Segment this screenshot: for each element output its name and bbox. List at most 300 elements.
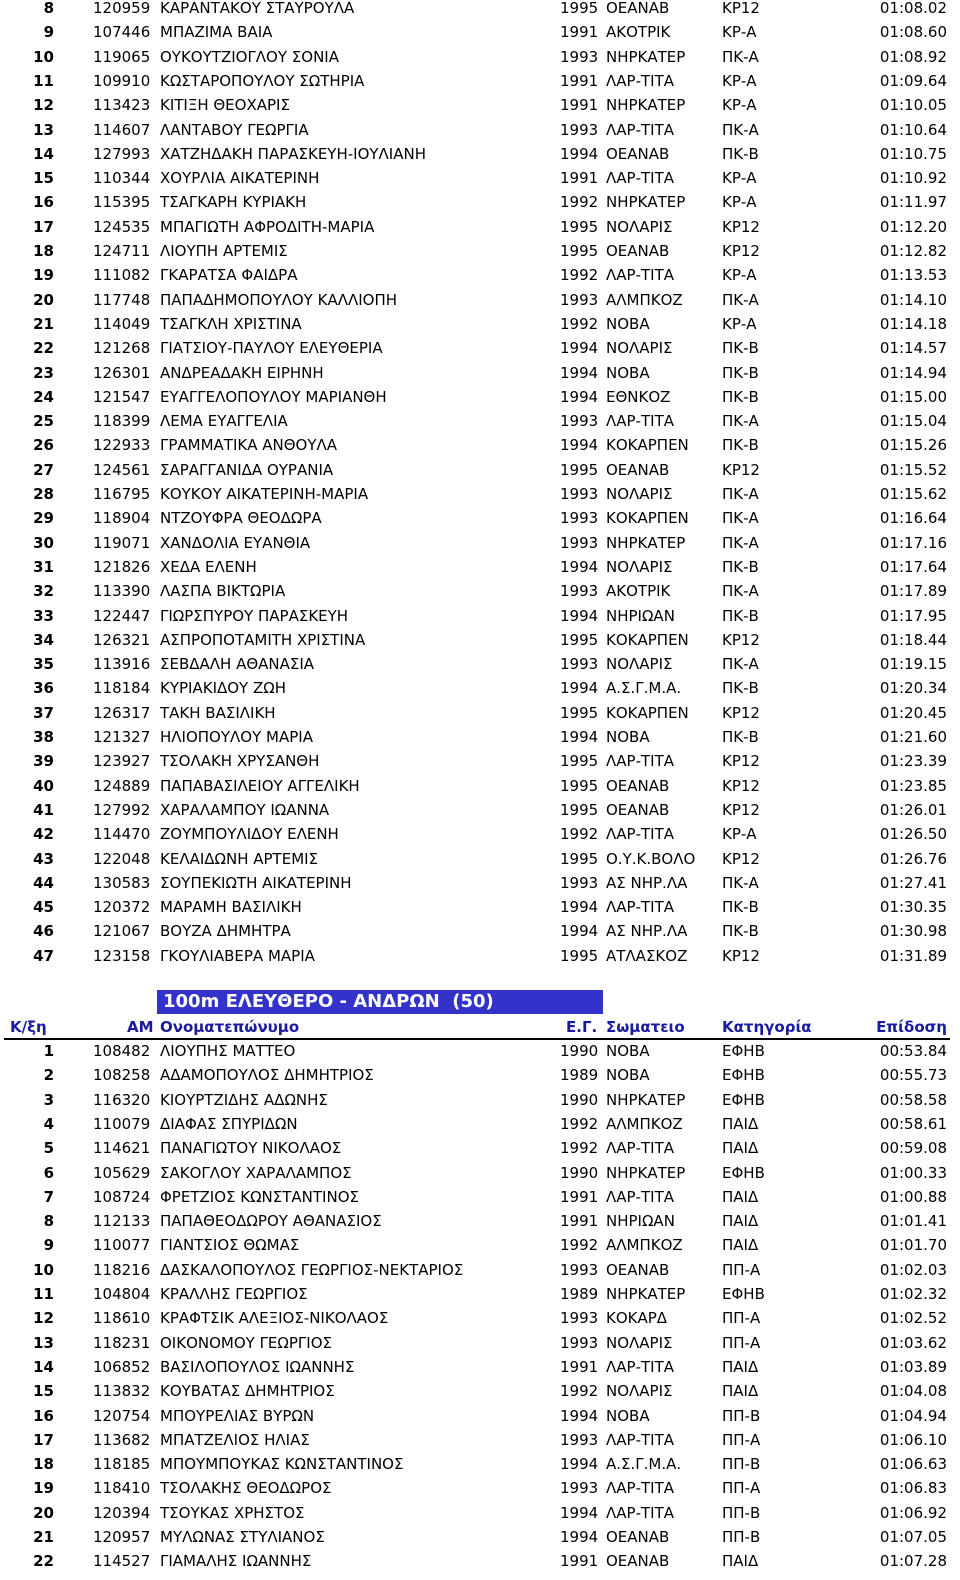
result-position: 32 — [33, 582, 54, 601]
swim-time: 01:13.53 — [879, 266, 947, 285]
athlete-name: ΜΠΑΖΙΜΑ ΒΑΙΑ — [160, 23, 273, 42]
club-name: ΝΟΛΑΡΙΣ — [606, 217, 673, 236]
swim-time: 01:31.89 — [879, 946, 947, 965]
athlete-id: 122447 — [93, 606, 151, 625]
club-name: ΝΗΡΚΑΤΕΡ — [606, 1090, 686, 1109]
athlete-name: ΛΑΝΤΑΒΟΥ ΓΕΩΡΓΙΑ — [160, 120, 309, 139]
table-row — [0, 919, 960, 943]
birth-year: 1992 — [560, 825, 599, 844]
table-row — [0, 555, 960, 579]
result-position: 14 — [33, 1357, 54, 1376]
swim-time: 01:23.85 — [879, 776, 947, 795]
result-position: 21 — [33, 1528, 54, 1546]
birth-year: 1993 — [560, 412, 599, 431]
club-name: ΛΑΡ-ΤΙΤΑ — [606, 71, 674, 90]
birth-year: 1994 — [560, 1406, 599, 1425]
table-row — [0, 0, 960, 20]
birth-year: 1995 — [560, 217, 599, 236]
category: ΠΚ-Β — [722, 387, 759, 406]
athlete-name: ΑΝΔΡΕΑΔΑΚΗ ΕΙΡΗΝΗ — [160, 363, 324, 382]
athlete-name: ΔΑΣΚΑΛΟΠΟΥΛΟΣ ΓΕΩΡΓΙΟΣ-ΝΕΚΤΑΡΙΟΣ — [160, 1260, 464, 1279]
birth-year: 1992 — [560, 266, 599, 285]
birth-year: 1993 — [560, 582, 599, 601]
birth-year: 1995 — [560, 849, 599, 868]
table-row — [0, 458, 960, 482]
club-name: ΝΗΡΚΑΤΕΡ — [606, 533, 686, 552]
table-row — [0, 749, 960, 773]
result-position: 36 — [33, 679, 54, 698]
birth-year: 1994 — [560, 339, 599, 358]
athlete-id: 108482 — [93, 1042, 151, 1060]
birth-year: 1991 — [560, 1212, 599, 1231]
club-name: ΟΕΑΝΑΒ — [606, 776, 670, 795]
athlete-name: ΠΑΠΑΘΕΟΔΩΡΟΥ ΑΘΑΝΑΣΙΟΣ — [160, 1212, 382, 1231]
athlete-id: 113390 — [93, 582, 151, 601]
birth-year: 1995 — [560, 0, 599, 17]
athlete-id: 113423 — [93, 96, 151, 115]
athlete-id: 124711 — [93, 242, 151, 260]
birth-year: 1991 — [560, 1187, 599, 1206]
swim-time: 01:15.00 — [879, 387, 947, 406]
club-name: ΕΘΝΚΟΖ — [606, 387, 671, 406]
birth-year: 1994 — [560, 1503, 599, 1522]
swim-time: 01:02.32 — [879, 1285, 947, 1303]
club-name: ΛΑΡ-ΤΙΤΑ — [606, 1357, 674, 1376]
club-name: ΟΕΑΝΑΒ — [606, 1528, 670, 1546]
club-name: ΑΚΟΤΡΙΚ — [606, 23, 671, 42]
result-position: 7 — [43, 1187, 54, 1206]
section-title-100m-freestyle-men: 100m ΕΛΕΥΘΕΡΟ - ΑΝΔΡΩΝ (50) — [157, 990, 603, 1014]
athlete-id: 114470 — [93, 825, 151, 844]
birth-year: 1990 — [560, 1090, 599, 1109]
result-position: 23 — [33, 363, 54, 382]
category: ΚΡ-Α — [722, 266, 757, 285]
table-row — [0, 1404, 960, 1428]
category: ΚΡ12 — [722, 460, 760, 479]
table-row — [0, 93, 960, 117]
athlete-id: 126321 — [93, 630, 151, 649]
result-position: 38 — [33, 728, 54, 746]
athlete-id: 116320 — [93, 1090, 151, 1109]
club-name: ΑΛΜΠΚΟΖ — [606, 1114, 683, 1133]
club-name: ΝΗΡΚΑΤΕΡ — [606, 1285, 686, 1303]
athlete-name: ΤΑΚΗ ΒΑΣΙΛΙΚΗ — [160, 703, 276, 722]
table-row — [0, 822, 960, 846]
birth-year: 1991 — [560, 23, 599, 42]
birth-year: 1993 — [560, 1430, 599, 1449]
athlete-id: 104804 — [93, 1285, 151, 1303]
club-name: ΛΑΡ-ΤΙΤΑ — [606, 120, 674, 139]
table-row — [0, 263, 960, 287]
club-name: ΝΟΒΑ — [606, 1406, 650, 1425]
result-position: 42 — [33, 825, 54, 844]
category: ΠΠ-Β — [722, 1455, 761, 1474]
club-name: ΛΑΡ-ΤΙΤΑ — [606, 898, 674, 917]
swim-time: 01:30.98 — [879, 922, 947, 941]
table-row — [0, 1428, 960, 1452]
birth-year: 1995 — [560, 242, 599, 260]
table-row — [0, 701, 960, 725]
athlete-name: ΔΙΑΦΑΣ ΣΠΥΡΙΔΩΝ — [160, 1114, 298, 1133]
table-row — [0, 1088, 960, 1112]
athlete-id: 122048 — [93, 849, 151, 868]
category: ΠΑΙΔ — [722, 1236, 759, 1255]
athlete-id: 124535 — [93, 217, 151, 236]
table-row — [0, 190, 960, 214]
swim-time: 01:14.18 — [879, 314, 947, 333]
birth-year: 1994 — [560, 1455, 599, 1474]
athlete-id: 114621 — [93, 1139, 151, 1158]
athlete-id: 126301 — [93, 363, 151, 382]
category: ΚΡ12 — [722, 242, 760, 260]
swim-time: 01:09.64 — [879, 71, 947, 90]
category: ΚΡ12 — [722, 776, 760, 795]
category: ΚΡ-Α — [722, 314, 757, 333]
athlete-id: 127993 — [93, 144, 151, 163]
swim-time: 01:12.82 — [879, 242, 947, 260]
category: ΠΑΙΔ — [722, 1357, 759, 1376]
birth-year: 1994 — [560, 728, 599, 746]
table-row — [0, 239, 960, 263]
swim-time: 01:10.92 — [879, 169, 947, 188]
athlete-name: ΛΙΟΥΠΗΣ ΜΑΤΤΕΟ — [160, 1042, 296, 1060]
swim-time: 01:07.28 — [879, 1552, 947, 1571]
swim-time: 01:07.05 — [879, 1528, 947, 1546]
table-row — [0, 69, 960, 93]
athlete-name: ΤΣΟΥΚΑΣ ΧΡΗΣΤΟΣ — [160, 1503, 305, 1522]
club-name: ΑΣ ΝΗΡ.ΛΑ — [606, 873, 688, 892]
category: ΠΠ-Α — [722, 1479, 761, 1498]
athlete-id: 105629 — [93, 1163, 151, 1182]
athlete-name: ΚΟΥΚΟΥ ΑΙΚΑΤΕΡΙΝΗ-ΜΑΡΙΑ — [160, 485, 369, 503]
athlete-name: ΜΠΟΥΜΠΟΥΚΑΣ ΚΩΝΣΤΑΝΤΙΝΟΣ — [160, 1455, 404, 1474]
result-position: 3 — [43, 1090, 54, 1109]
birth-year: 1991 — [560, 96, 599, 115]
athlete-id: 106852 — [93, 1357, 151, 1376]
birth-year: 1994 — [560, 387, 599, 406]
athlete-name: ΓΙΑΜΑΛΗΣ ΙΩΑΝΝΗΣ — [160, 1552, 312, 1571]
birth-year: 1992 — [560, 314, 599, 333]
result-position: 1 — [43, 1042, 54, 1060]
category: ΠΑΙΔ — [722, 1382, 759, 1401]
athlete-id: 116795 — [93, 485, 151, 503]
result-position: 22 — [33, 339, 54, 358]
swim-time: 01:11.97 — [879, 193, 947, 212]
athlete-name: ΓΡΑΜΜΑΤΙΚΑ ΑΝΘΟΥΛΑ — [160, 436, 338, 455]
club-name: ΛΑΡ-ΤΙΤΑ — [606, 412, 674, 431]
category: ΠΚ-Α — [722, 412, 759, 431]
result-position: 11 — [33, 1285, 54, 1303]
club-name: ΟΕΑΝΑΒ — [606, 460, 670, 479]
table-row — [0, 628, 960, 652]
birth-year: 1990 — [560, 1163, 599, 1182]
category: ΠΚ-Β — [722, 339, 759, 358]
category: ΚΡ12 — [722, 630, 760, 649]
result-position: 8 — [43, 1212, 54, 1231]
athlete-name: ΦΡΕΤΖΙΟΣ ΚΩΝΣΤΑΝΤΙΝΟΣ — [160, 1187, 359, 1206]
athlete-id: 118904 — [93, 509, 151, 528]
club-name: ΝΟΛΑΡΙΣ — [606, 655, 673, 674]
result-position: 29 — [33, 509, 54, 528]
result-position: 11 — [33, 71, 54, 90]
athlete-name: ΠΑΠΑΒΑΣΙΛΕΙΟΥ ΑΓΓΕΛΙΚΗ — [160, 776, 360, 795]
table-row — [0, 1525, 960, 1549]
club-name: ΟΕΑΝΑΒ — [606, 242, 670, 260]
athlete-id: 118399 — [93, 412, 151, 431]
result-position: 10 — [33, 1260, 54, 1279]
swim-time: 01:08.60 — [879, 23, 947, 42]
club-name: ΝΗΡΙΩΑΝ — [606, 606, 675, 625]
athlete-name: ΓΚΑΡΑΤΣΑ ΦΑΙΔΡΑ — [160, 266, 298, 285]
birth-year: 1994 — [560, 436, 599, 455]
athlete-name: ΛΙΟΥΠΗ ΑΡΤΕΜΙΣ — [160, 242, 288, 260]
category: ΕΦΗΒ — [722, 1042, 765, 1060]
athlete-id: 107446 — [93, 23, 151, 42]
swim-time: 01:23.39 — [879, 752, 947, 771]
table-row — [0, 20, 960, 44]
result-position: 28 — [33, 485, 54, 503]
swim-time: 01:20.34 — [879, 679, 947, 698]
birth-year: 1992 — [560, 1139, 599, 1158]
swim-time: 01:18.44 — [879, 630, 947, 649]
birth-year: 1995 — [560, 460, 599, 479]
athlete-name: ΟΙΚΟΝΟΜΟΥ ΓΕΩΡΓΙΟΣ — [160, 1333, 332, 1352]
swim-time: 01:17.16 — [879, 533, 947, 552]
category: ΕΦΗΒ — [722, 1066, 765, 1085]
table-row — [0, 1306, 960, 1330]
athlete-name: ΛΕΜΑ ΕΥΑΓΓΕΛΙΑ — [160, 412, 288, 431]
table-row — [0, 361, 960, 385]
result-position: 18 — [33, 1455, 54, 1474]
swim-time: 01:01.70 — [879, 1236, 947, 1255]
category: ΚΡ-Α — [722, 23, 757, 42]
club-name: ΝΟΛΑΡΙΣ — [606, 1333, 673, 1352]
birth-year: 1995 — [560, 776, 599, 795]
athlete-name: ΒΑΣΙΛΟΠΟΥΛΟΣ ΙΩΑΝΝΗΣ — [160, 1357, 355, 1376]
athlete-id: 120959 — [93, 0, 151, 17]
category: ΠΠ-Α — [722, 1430, 761, 1449]
table-row — [0, 1549, 960, 1573]
swim-time: 01:00.88 — [879, 1187, 947, 1206]
birth-year: 1989 — [560, 1066, 599, 1085]
swim-time: 01:01.41 — [879, 1212, 947, 1231]
result-position: 27 — [33, 460, 54, 479]
athlete-name: ΓΙΩΡΣΠΥΡΟΥ ΠΑΡΑΣΚΕΥΗ — [160, 606, 349, 625]
athlete-name: ΚΙΟΥΡΤΖΙΔΗΣ ΑΔΩΝΗΣ — [160, 1090, 328, 1109]
table-row — [0, 1476, 960, 1500]
result-position: 40 — [33, 776, 54, 795]
athlete-id: 124561 — [93, 460, 151, 479]
swim-time: 01:04.08 — [879, 1382, 947, 1401]
athlete-id: 108258 — [93, 1066, 151, 1085]
header-club: Σωματειο — [606, 1018, 685, 1036]
birth-year: 1993 — [560, 873, 599, 892]
result-position: 19 — [33, 1479, 54, 1498]
birth-year: 1993 — [560, 509, 599, 528]
athlete-name: ΚΑΡΑΝΤΑΚΟΥ ΣΤΑΥΡΟΥΛΑ — [160, 0, 355, 17]
birth-year: 1993 — [560, 485, 599, 503]
result-position: 13 — [33, 120, 54, 139]
athlete-name: ΧΑΝΔΟΛΙΑ ΕΥΑΝΘΙΑ — [160, 533, 311, 552]
table-row — [0, 142, 960, 166]
athlete-id: 113832 — [93, 1382, 151, 1401]
birth-year: 1994 — [560, 363, 599, 382]
club-name: Α.Σ.Γ.Μ.Α. — [606, 1455, 682, 1474]
club-name: ΝΗΡΚΑΤΕΡ — [606, 193, 686, 212]
birth-year: 1991 — [560, 1552, 599, 1571]
birth-year: 1993 — [560, 1333, 599, 1352]
athlete-id: 121067 — [93, 922, 151, 941]
category: ΠΠ-Β — [722, 1406, 761, 1425]
club-name: ΛΑΡ-ΤΙΤΑ — [606, 825, 674, 844]
birth-year: 1994 — [560, 606, 599, 625]
birth-year: 1991 — [560, 1357, 599, 1376]
athlete-id: 111082 — [93, 266, 151, 285]
result-position: 6 — [43, 1163, 54, 1182]
result-position: 12 — [33, 1309, 54, 1328]
header-category: Κατηγορία — [722, 1018, 812, 1036]
table-row — [0, 1355, 960, 1379]
athlete-id: 120754 — [93, 1406, 151, 1425]
athlete-id: 123158 — [93, 946, 151, 965]
swim-time: 01:03.89 — [879, 1357, 947, 1376]
category: ΚΡ12 — [722, 0, 760, 17]
athlete-id: 114527 — [93, 1552, 151, 1571]
athlete-name: ΧΑΤΖΗΔΑΚΗ ΠΑΡΑΣΚΕΥΗ-ΙΟΥΛΙΑΝΗ — [160, 144, 426, 163]
athlete-id: 123927 — [93, 752, 151, 771]
club-name: ΝΟΒΑ — [606, 728, 650, 746]
result-position: 15 — [33, 1382, 54, 1401]
swim-time: 01:21.60 — [879, 728, 947, 746]
result-position: 43 — [33, 849, 54, 868]
club-name: ΚΟΚΑΡΔ — [606, 1309, 668, 1328]
table-row — [0, 166, 960, 190]
athlete-name: ΚΥΡΙΑΚΙΔΟΥ ΖΩΗ — [160, 679, 287, 698]
birth-year: 1995 — [560, 800, 599, 819]
athlete-name: ΚΟΥΒΑΤΑΣ ΔΗΜΗΤΡΙΟΣ — [160, 1382, 335, 1401]
club-name: ΝΗΡΚΑΤΕΡ — [606, 47, 686, 66]
swim-time: 01:14.94 — [879, 363, 947, 382]
result-position: 37 — [33, 703, 54, 722]
athlete-id: 118410 — [93, 1479, 151, 1498]
athlete-name: ΣΕΒΔΑΛΗ ΑΘΑΝΑΣΙΑ — [160, 655, 315, 674]
birth-year: 1994 — [560, 144, 599, 163]
category: ΠΚ-Β — [722, 922, 759, 941]
category: ΠΑΙΔ — [722, 1187, 759, 1206]
athlete-name: ΓΙΑΤΣΙΟΥ-ΠΑΥΛΟΥ ΕΛΕΥΘΕΡΙΑ — [160, 339, 383, 358]
club-name: ΝΗΡΚΑΤΕΡ — [606, 96, 686, 115]
athlete-name: ΤΣΟΛΑΚΗΣ ΘΕΟΔΩΡΟΣ — [160, 1479, 332, 1498]
birth-year: 1993 — [560, 290, 599, 309]
table-row — [0, 1039, 960, 1063]
table-row — [0, 506, 960, 530]
athlete-name: ΧΕΔΑ ΕΛΕΝΗ — [160, 557, 257, 576]
swim-time: 01:04.94 — [879, 1406, 947, 1425]
athlete-id: 110079 — [93, 1114, 151, 1133]
result-position: 4 — [43, 1114, 54, 1133]
athlete-name: ΖΟΥΜΠΟΥΛΙΔΟΥ ΕΛΕΝΗ — [160, 825, 339, 844]
result-position: 17 — [33, 217, 54, 236]
athlete-id: 108724 — [93, 1187, 151, 1206]
athlete-name: ΒΟΥΖΑ ΔΗΜΗΤΡΑ — [160, 922, 291, 941]
club-name: ΟΕΑΝΑΒ — [606, 1552, 670, 1571]
header-name: Ονοματεπώνυμο — [160, 1018, 300, 1036]
athlete-name: ΜΠΑΤΖΕΛΙΟΣ ΗΛΙΑΣ — [160, 1430, 310, 1449]
table-row — [0, 1379, 960, 1403]
club-name: ΑΣ ΝΗΡ.ΛΑ — [606, 922, 688, 941]
table-row — [0, 579, 960, 603]
swim-time: 01:12.20 — [879, 217, 947, 236]
athlete-id: 127992 — [93, 800, 151, 819]
athlete-name: ΜΥΛΩΝΑΣ ΣΤΥΛΙΑΝΟΣ — [160, 1528, 325, 1546]
club-name: ΛΑΡ-ΤΙΤΑ — [606, 1430, 674, 1449]
athlete-id: 120394 — [93, 1503, 151, 1522]
result-position: 15 — [33, 169, 54, 188]
table-row — [0, 725, 960, 749]
athlete-id: 120957 — [93, 1528, 151, 1546]
swim-time: 01:17.64 — [879, 557, 947, 576]
swim-time: 01:10.05 — [879, 96, 947, 115]
athlete-name: ΤΣΟΛΑΚΗ ΧΡΥΣΑΝΘΗ — [160, 752, 320, 771]
category: ΕΦΗΒ — [722, 1285, 765, 1303]
category: ΚΡ-Α — [722, 71, 757, 90]
category: ΠΑΙΔ — [722, 1212, 759, 1231]
table-row — [0, 847, 960, 871]
athlete-name: ΣΑΡΑΓΓΑΝΙΔΑ ΟΥΡΑΝΙΑ — [160, 460, 334, 479]
swim-time: 01:10.75 — [879, 144, 947, 163]
category: ΚΡ12 — [722, 703, 760, 722]
swim-time: 01:26.01 — [879, 800, 947, 819]
table-row — [0, 409, 960, 433]
athlete-id: 121268 — [93, 339, 151, 358]
table-row — [0, 1185, 960, 1209]
category: ΠΠ-Α — [722, 1333, 761, 1352]
category: ΠΚ-Β — [722, 557, 759, 576]
club-name: ΑΛΜΠΚΟΖ — [606, 1236, 683, 1255]
club-name: ΟΕΑΝΑΒ — [606, 0, 670, 17]
club-name: ΑΚΟΤΡΙΚ — [606, 582, 671, 601]
athlete-id: 115395 — [93, 193, 151, 212]
athlete-id: 120372 — [93, 898, 151, 917]
athlete-id: 121547 — [93, 387, 151, 406]
table-row — [0, 676, 960, 700]
birth-year: 1993 — [560, 47, 599, 66]
swim-time: 01:19.15 — [879, 655, 947, 674]
swim-time: 00:58.58 — [879, 1090, 947, 1109]
athlete-name: ΣΟΥΠΕΚΙΩΤΗ ΑΙΚΑΤΕΡΙΝΗ — [160, 873, 352, 892]
category: ΠΚ-Β — [722, 728, 759, 746]
swim-time: 01:15.04 — [879, 412, 947, 431]
table-row — [0, 1258, 960, 1282]
category: ΚΡ-Α — [722, 193, 757, 212]
swim-time: 01:06.63 — [879, 1455, 947, 1474]
club-name: ΝΟΛΑΡΙΣ — [606, 1382, 673, 1401]
category: ΠΚ-Α — [722, 873, 759, 892]
result-position: 20 — [33, 290, 54, 309]
result-position: 19 — [33, 266, 54, 285]
category: ΕΦΗΒ — [722, 1163, 765, 1182]
table-row — [0, 1501, 960, 1525]
category: ΕΦΗΒ — [722, 1090, 765, 1109]
athlete-name: ΧΟΥΡΛΙΑ ΑΙΚΑΤΕΡΙΝΗ — [160, 169, 320, 188]
table-row — [0, 895, 960, 919]
club-name: ΟΕΑΝΑΒ — [606, 144, 670, 163]
club-name: ΛΑΡ-ΤΙΤΑ — [606, 1503, 674, 1522]
birth-year: 1994 — [560, 557, 599, 576]
birth-year: 1992 — [560, 1114, 599, 1133]
athlete-name: ΚΙΤΙΞΗ ΘΕΟΧΑΡΙΣ — [160, 96, 290, 115]
result-position: 13 — [33, 1333, 54, 1352]
